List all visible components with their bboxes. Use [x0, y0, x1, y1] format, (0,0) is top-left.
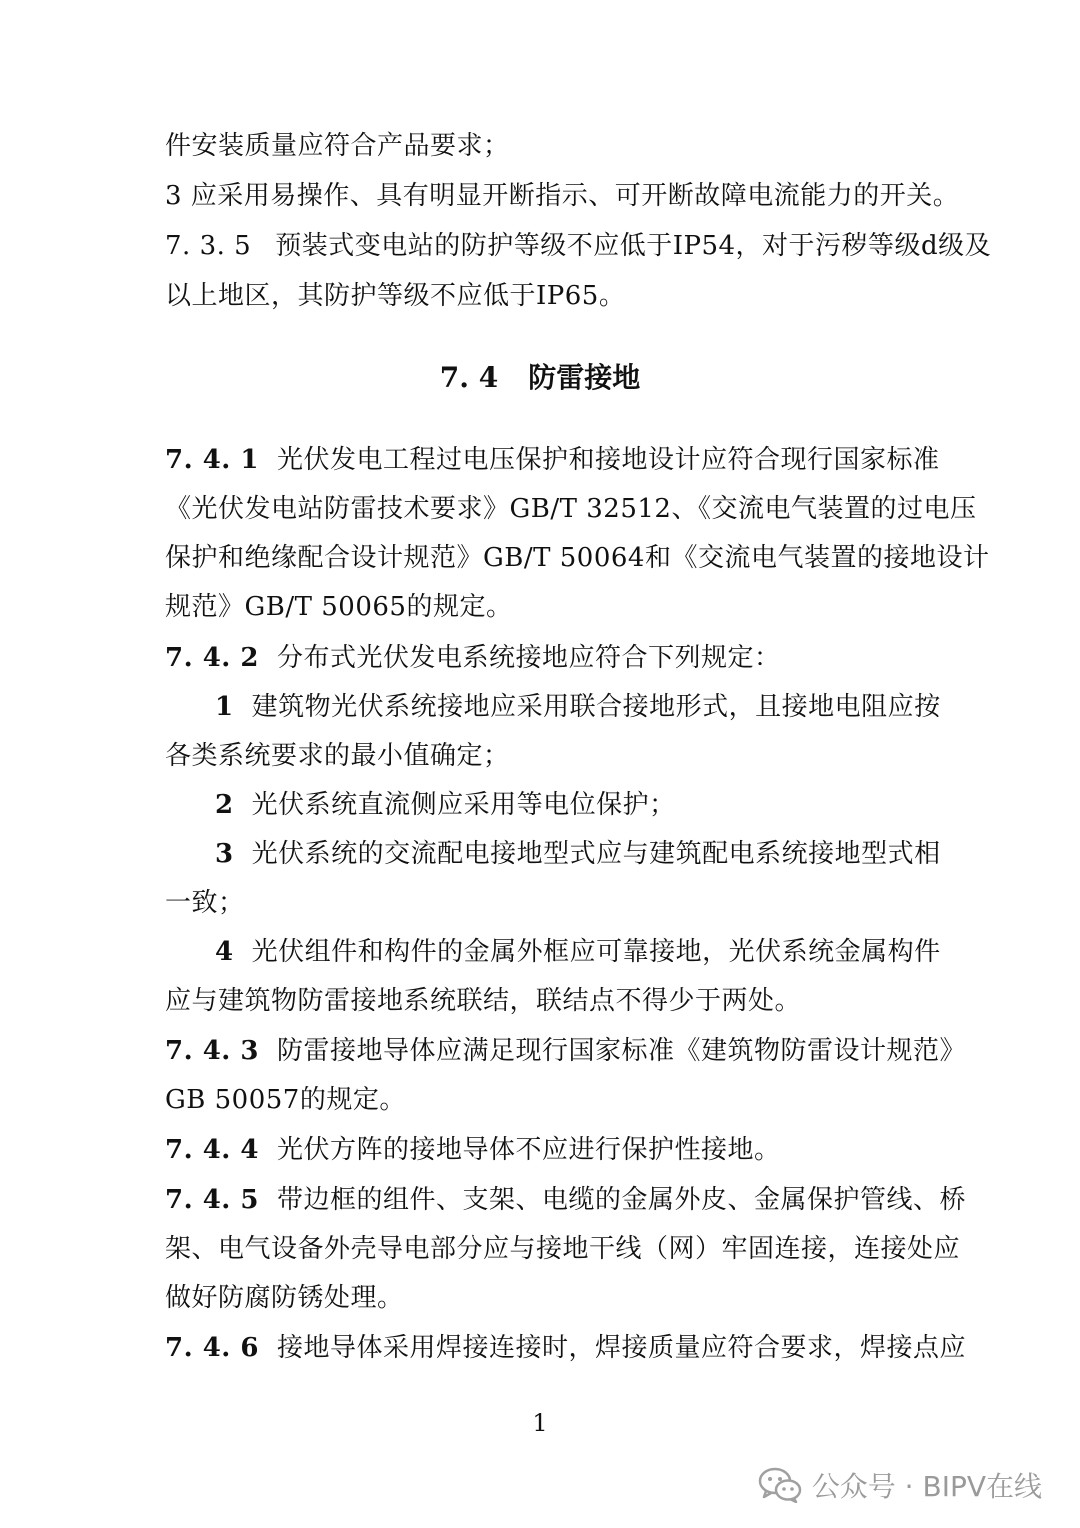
list-item: [215, 787, 917, 823]
list-item: [215, 934, 941, 970]
text-line: 一致；: [165, 888, 245, 918]
clause-number: 7. 4. 3: [165, 1036, 259, 1066]
text-line: 以上地区，其防护等级不应低于IP65。: [165, 281, 626, 311]
clause-text: 防雷接地导体应满足现行国家标准《建筑物防雷设计规范》: [276, 1036, 966, 1066]
text-line: 保护和绝缘配合设计规范》GB/T 50064和《交流电气装置的接地设计: [165, 543, 990, 573]
clause-7-4-5: [165, 1182, 966, 1218]
clause-text: 带边框的组件、支架、电缆的金属外皮、金属保护管线、桥: [276, 1185, 966, 1215]
text-line: GB 50057的规定。: [165, 1085, 406, 1115]
clause-number: 7. 4. 6: [165, 1333, 259, 1363]
item-number: 4: [215, 937, 234, 967]
clause-7-4-4: [165, 1132, 917, 1168]
item-number: 1: [215, 692, 234, 722]
item-text: 光伏系统直流侧应采用等电位保护；: [251, 790, 676, 820]
clause-7-4-2: [165, 640, 917, 676]
text-line: 架、电气设备外壳导电部分应与接地干线（网）牢固连接，连接处应: [165, 1234, 961, 1264]
clause-number: 7. 4. 4: [165, 1135, 259, 1165]
section-title: 防雷接地: [528, 361, 641, 394]
clause-text: 分布式光伏发电系统接地应符合下列规定：: [276, 643, 781, 673]
section-heading: [0, 358, 1080, 398]
text-line: 各类系统要求的最小值确定；: [165, 741, 510, 771]
clause-7-4-3: [165, 1033, 966, 1069]
text-line: 做好防腐防锈处理。: [165, 1283, 404, 1313]
wechat-icon: [758, 1467, 802, 1503]
page-number: 1: [532, 1409, 548, 1437]
text-line: 规范》GB/T 50065的规定。: [165, 592, 513, 622]
text-line: 《光伏发电站防雷技术要求》GB/T 32512、《交流电气装置的过电压: [165, 494, 977, 524]
clause-text: 接地导体采用焊接连接时，焊接质量应符合要求，焊接点应: [276, 1333, 966, 1363]
item-text: 光伏系统的交流配电接地型式应与建筑配电系统接地型式相: [251, 839, 941, 869]
text-line: 3 应采用易操作、具有明显开断指示、可开断故障电流能力的开关。: [165, 181, 960, 211]
clause-text: 预装式变电站的防护等级不应低于IP54，对于污秽等级d级及: [275, 231, 992, 261]
text-line: 件安装质量应符合产品要求；: [165, 131, 510, 161]
clause-7-3-5: [165, 228, 992, 264]
item-number: 2: [215, 790, 234, 820]
list-item: [215, 689, 941, 725]
watermark-text: 公众号 · BIPV在线: [811, 1470, 1042, 1503]
clause-number: 7. 4. 2: [165, 643, 259, 673]
clause-number: 7. 4. 1: [165, 445, 259, 475]
clause-text: 光伏发电工程过电压保护和接地设计应符合现行国家标准: [276, 445, 940, 475]
clause-text: 光伏方阵的接地导体不应进行保护性接地。: [276, 1135, 781, 1165]
list-item: [215, 836, 941, 872]
item-text: 光伏组件和构件的金属外框应可靠接地，光伏系统金属构件: [251, 937, 941, 967]
item-number: 3: [215, 839, 234, 869]
watermark: [758, 1465, 1042, 1505]
clause-number: 7. 3. 5: [165, 231, 252, 261]
clause-7-4-6: [165, 1330, 966, 1366]
text-line: 应与建筑物防雷接地系统联结，联结点不得少于两处。: [165, 986, 802, 1016]
clause-number: 7. 4. 5: [165, 1185, 259, 1215]
section-number: 7. 4: [439, 361, 499, 394]
clause-7-4-1: [165, 442, 940, 478]
item-text: 建筑物光伏系统接地应采用联合接地形式，且接地电阻应按: [251, 692, 941, 722]
